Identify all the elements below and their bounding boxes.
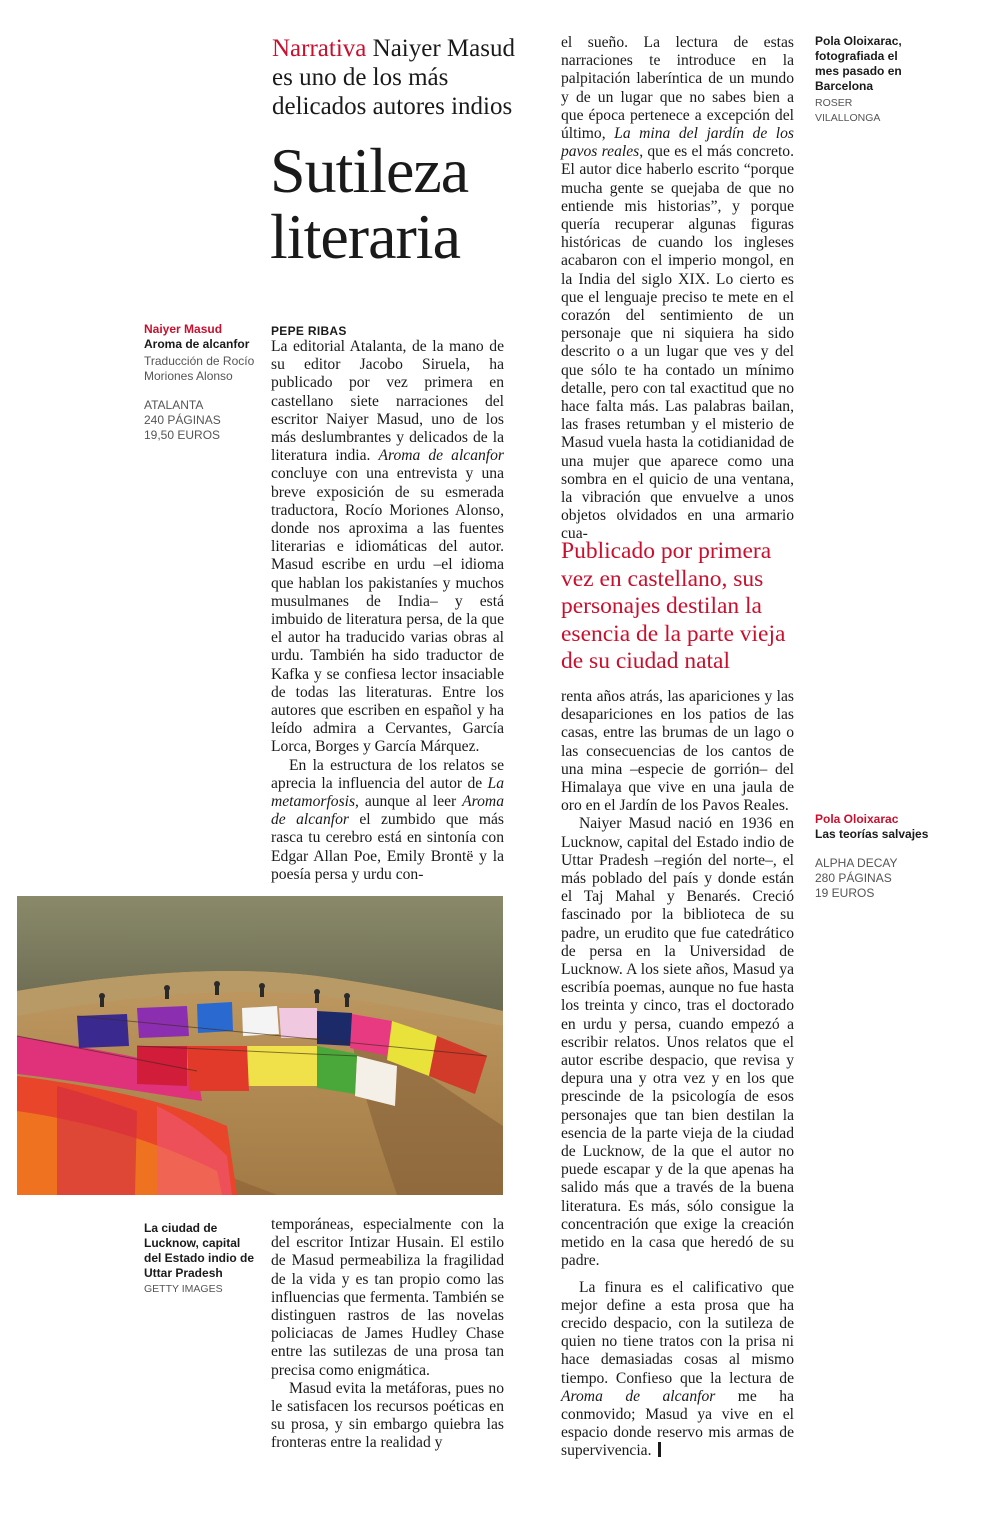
paragraph: Naiyer Masud nació en 1936 en Lucknow, capital del Estado indio de Uttar Pradesh –región del norte–, el más poblado del país y donde están el Taj Mahal y Benarés. Creció fascinado por la biblioteca de su padre, un erudito que fue catedrático de persa en la Universidad de Lucknow. A los siete años, Masud ya escribía poemas, aunque no fue hasta los treinta y cinco, tras el doctorado en urdu y persa, cuando empezó a escribir relatos. Unos relatos que el autor escribe despacio, que revisa y depura una y otra vez y en los que prescinde de la psicología de esos personajes que tan bien destilan la esencia de la parte vieja de la ciudad de Lucknow, de la que el autor no puede escapar y de la que apenas ha salido más que a través de la buena literatura. Es más, sólo consigue la concentración que exige la creación metido en la casa que heredó de su padre. xyxy=(561,815,794,1270)
article-column-2 xyxy=(561,34,794,544)
portrait-caption-text: Pola Oloixarac, fotografiada el mes pasado en Barcelona xyxy=(815,34,902,93)
book-info-masud xyxy=(144,322,264,443)
book2-author: Pola Oloixarac xyxy=(815,812,899,826)
book-price: 19,50 EUROS xyxy=(144,428,221,442)
book-publisher: ATALANTA xyxy=(144,398,204,412)
book-pages: 240 PÁGINAS xyxy=(144,413,221,427)
lucknow-photo xyxy=(17,896,503,1195)
section-label: Narrativa xyxy=(272,35,367,62)
book2-publisher: ALPHA DECAY xyxy=(815,856,898,870)
portrait-caption-credit: ROSER VILALLONGA xyxy=(815,97,881,124)
book-translation: Traducción de Rocío Moriones Alonso xyxy=(144,354,255,383)
photo-caption-credit: GETTY IMAGES xyxy=(144,1283,223,1295)
photo-caption xyxy=(144,1221,254,1297)
portrait-caption xyxy=(815,34,915,126)
paragraph: En la estructura de los relatos se aprecia la influencia del autor de La metamorfosis, aunque al leer Aroma de alcanfor el zumbido que más rasca tu cerebro está en sintonía con Edgar Allan Poe, Emily Brontë y la poesía persa y urdu con- xyxy=(271,756,504,883)
article-column-1-continued xyxy=(271,1216,504,1453)
book-author: Naiyer Masud xyxy=(144,322,223,336)
pull-quote: Publicado por primera vez en castellano, sus personajes destilan la esencia de la parte vieja de su ciudad natal xyxy=(561,538,786,674)
article-column-2-continued xyxy=(561,688,794,1461)
paragraph: temporáneas, especialmente con la del escritor Intizar Husain. El estilo de Masud permeabiliza la fragilidad de la vida y es tan propio como las influencias que fermenta. También se distinguen rastros de las novelas policiacas de James Hudley Chase entre las sutilezas de una prosa tan precisa como enigmática. xyxy=(271,1216,504,1379)
paragraph: renta años atrás, las apariciones y las desapariciones en los patios de las casas, entre las brumas de un lago o las consecuencias de los cantos de una mina –especie de gorrión– del Himalaya que vive en una jaula de oro en el Jardín de los Pavos Reales. xyxy=(561,688,794,815)
article-column-1 xyxy=(271,338,504,884)
kicker xyxy=(272,34,522,121)
book2-price: 19 EUROS xyxy=(815,886,875,900)
paragraph: el sueño. La lectura de estas narraciones te introduce en la palpitación laberíntica de un mundo y de un lugar que no sabes bien a que época pertenece a excepción del último, La mina del jardín de los pavos reales, que es el más concreto. El autor dice haberlo escrito “porque mucha gente se quejaba de que no entiende mis historias”, y porque quería recuperar algunas figuras históricas de cuando los ingleses acabaron con el imperio mongol, en la India del siglo XIX. Lo cierto es que el lenguaje preciso te mete en el corazón del sentimiento de un personaje que ni siquiera ha sido descrito o a un lugar que ves y del que sólo te ha contado un mínimo detalle, pero con tal exactitud que no hace falta más. Las palabras bailan, las frases retumban y el misterio de Masud vuela hasta la cotidianidad de una mujer que aparece como una sombra en el quicio de una ventana, la vibración que envuelve a unos objetos olvidados en una armario cua- xyxy=(561,34,794,543)
book-title: Aroma de alcanfor xyxy=(144,337,250,351)
book2-pages: 280 PÁGINAS xyxy=(815,871,892,885)
paragraph: Masud evita la metáforas, pues no le satisfacen los recursos poéticas en su prosa, y sin embargo quiebra las fronteras entre la realidad y xyxy=(271,1379,504,1452)
byline: PEPE RIBAS xyxy=(271,324,347,338)
headline: Sutileza literaria xyxy=(270,135,469,272)
book-info-oloixarac xyxy=(815,812,945,901)
paragraph: La finura es el calificativo que mejor define a esta prosa que ha crecido despacio, con la sutileza de quien no tiene tratos con la prisa ni hace demasiadas cosas al mismo tiempo. Confieso que la lectura de Aroma de alcanfor me ha conmovido; Masud ya vive en el espacio donde reservo mis armas de supervivencia. xyxy=(561,1278,794,1460)
book2-title: Las teorías salvajes xyxy=(815,827,929,841)
kicker-text: Naiyer Masud es uno de los más delicados autores indios xyxy=(272,35,515,120)
photo-caption-text: La ciudad de Lucknow, capital del Estado indio de Uttar Pradesh xyxy=(144,1221,255,1280)
end-mark xyxy=(658,1442,661,1457)
paragraph: La editorial Atalanta, de la mano de su editor Jacobo Siruela, ha publicado por vez primera en castellano siete narraciones del escritor Naiyer Masud, uno de los más deslumbrantes y delicados de la literatura india. Aroma de alcanfor concluye con una entrevista y una breve exposición de su esmerada traductora, Rocío Moriones Alonso, donde nos aproxima a las fuentes literarias e idiomáticas del autor. Masud escribe en urdu –el idioma que hablan los pakistaníes y muchos musulmanes de India– y está imbuido de literatura persa, de la que el autor ha traducido varias obras al urdu. También ha sido traductor de Kafka y se confiesa lector insaciable de todas las literaturas. Entre los autores que escriben en español y ha leído admira a Cervantes, García Lorca, Borges y García Márquez. xyxy=(271,338,505,756)
